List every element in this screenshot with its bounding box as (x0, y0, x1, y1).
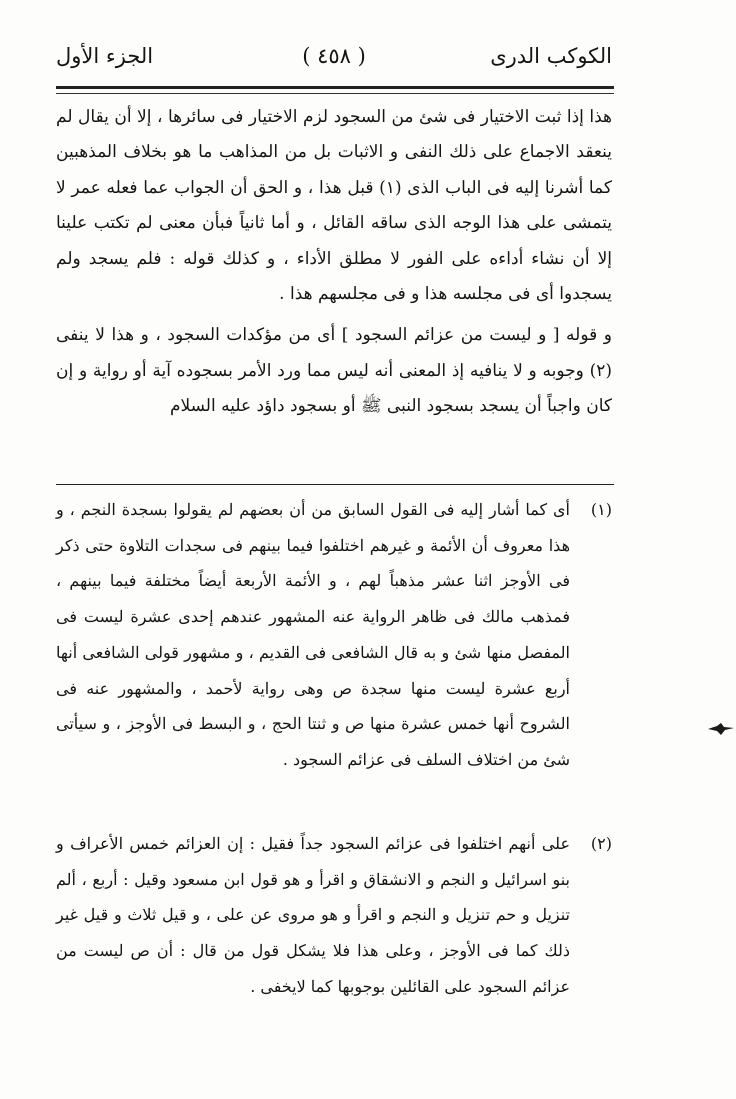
body-paragraph-2: و قوله [ و ليست من عزائم السجود ] أى من مؤكدات السجود ، و هذا لا ينفى (٢) وجوبه و لا ينافيه إذ المعنى أنه ليس مما ورد الأمر بسجوده آية أو رواية و إن كان واجباً أن يسجد بسجود النبى ﷺ أو بسجود داؤد عليه السلام (56, 325, 612, 417)
footnote-1-text: أى كما أشار إليه فى القول السابق من أن بعضهم لم يقولوا بسجدة النجم ، و هذا معروف أن الأئمة و غيرهم اختلفوا فيما بينهم فى سجدات التلاوة حتى ذكر فى الأوجز اثنا عشر مذهباً لهم ، و الأئمة الأربعة أيضاً مختلفة فيما بينهم ، فمذهب مالك فى ظاهر الرواية عنه المشهور عندهم إحدى عشرة ليست فى المفصل منها شئ و به قال الشافعى فى القديم ، و مشهور قولى الشافعى أنها أربع عشرة ليست منها سجدة ص وهى رواية لأحمد ، والمشهور عنه فى الشروح أنها خمس عشرة منها ص و ثنتا الحج ، و البسط فى الأوجز ، و سيأتى شئ من اختلاف السلف فى عزائم السجود . (56, 500, 571, 769)
footnote-1 (56, 492, 612, 778)
header-rule-thick (56, 86, 614, 89)
part-label: الجزء الأول (56, 44, 154, 68)
footnote-2-text: على أنهم اختلفوا فى عزائم السجود جداً فقيل : إن العزائم خمس الأعراف و بنو اسرائيل و النجم و الانشقاق و اقرأ و هو قول ابن مسعود وقيل : أربع ، ألم تنزيل و حم تنزيل و النجم و اقرأ و هو مروى عن على ، و قيل ثلاث و قيل غير ذلك كما فى الأوجز ، وعلى هذا فلا يشكل قول من قال : أن ص ليست من عزائم السجود على القائلين بوجوبها كما لايخفى . (56, 834, 570, 996)
footnote-2 (56, 826, 612, 1005)
header-rule-thin (56, 93, 614, 94)
body-paragraph-1: هذا إذا ثبت الاختيار فى شئ من السجود لزم الاختيار فى سائرها ، إلا أن يقال لم ينعقد الاجماع على ذلك النفى و الاثبات بل من المذاهب ما هو بخلاف المذهبين كما أشرنا إليه فى الباب الذى (١) قبل هذا ، و الحق أن الجواب عما فعله عمر لا يتمشى على هذا الوجه الذى ساقه القائل ، و أما ثانياً فبأن معنى لم تكتب علينا إلا أن نشاء أداءه على الفور لا مطلق الأداء ، و كذلك قوله : فلم يسجد ولم يسجدوا أى فى مجلسه هذا و فى مجلسهم هذا . (56, 107, 612, 305)
margin-ink-mark (708, 722, 734, 736)
book-title: الكوكب الدرى (490, 44, 612, 68)
running-header (56, 36, 612, 84)
main-text (56, 100, 612, 425)
footnote-separator (56, 484, 614, 485)
page-number: ( ٤٥٨ ) (302, 44, 366, 68)
footnote-2-number: (٢) (590, 834, 612, 853)
footnote-1-number: (١) (590, 500, 612, 519)
